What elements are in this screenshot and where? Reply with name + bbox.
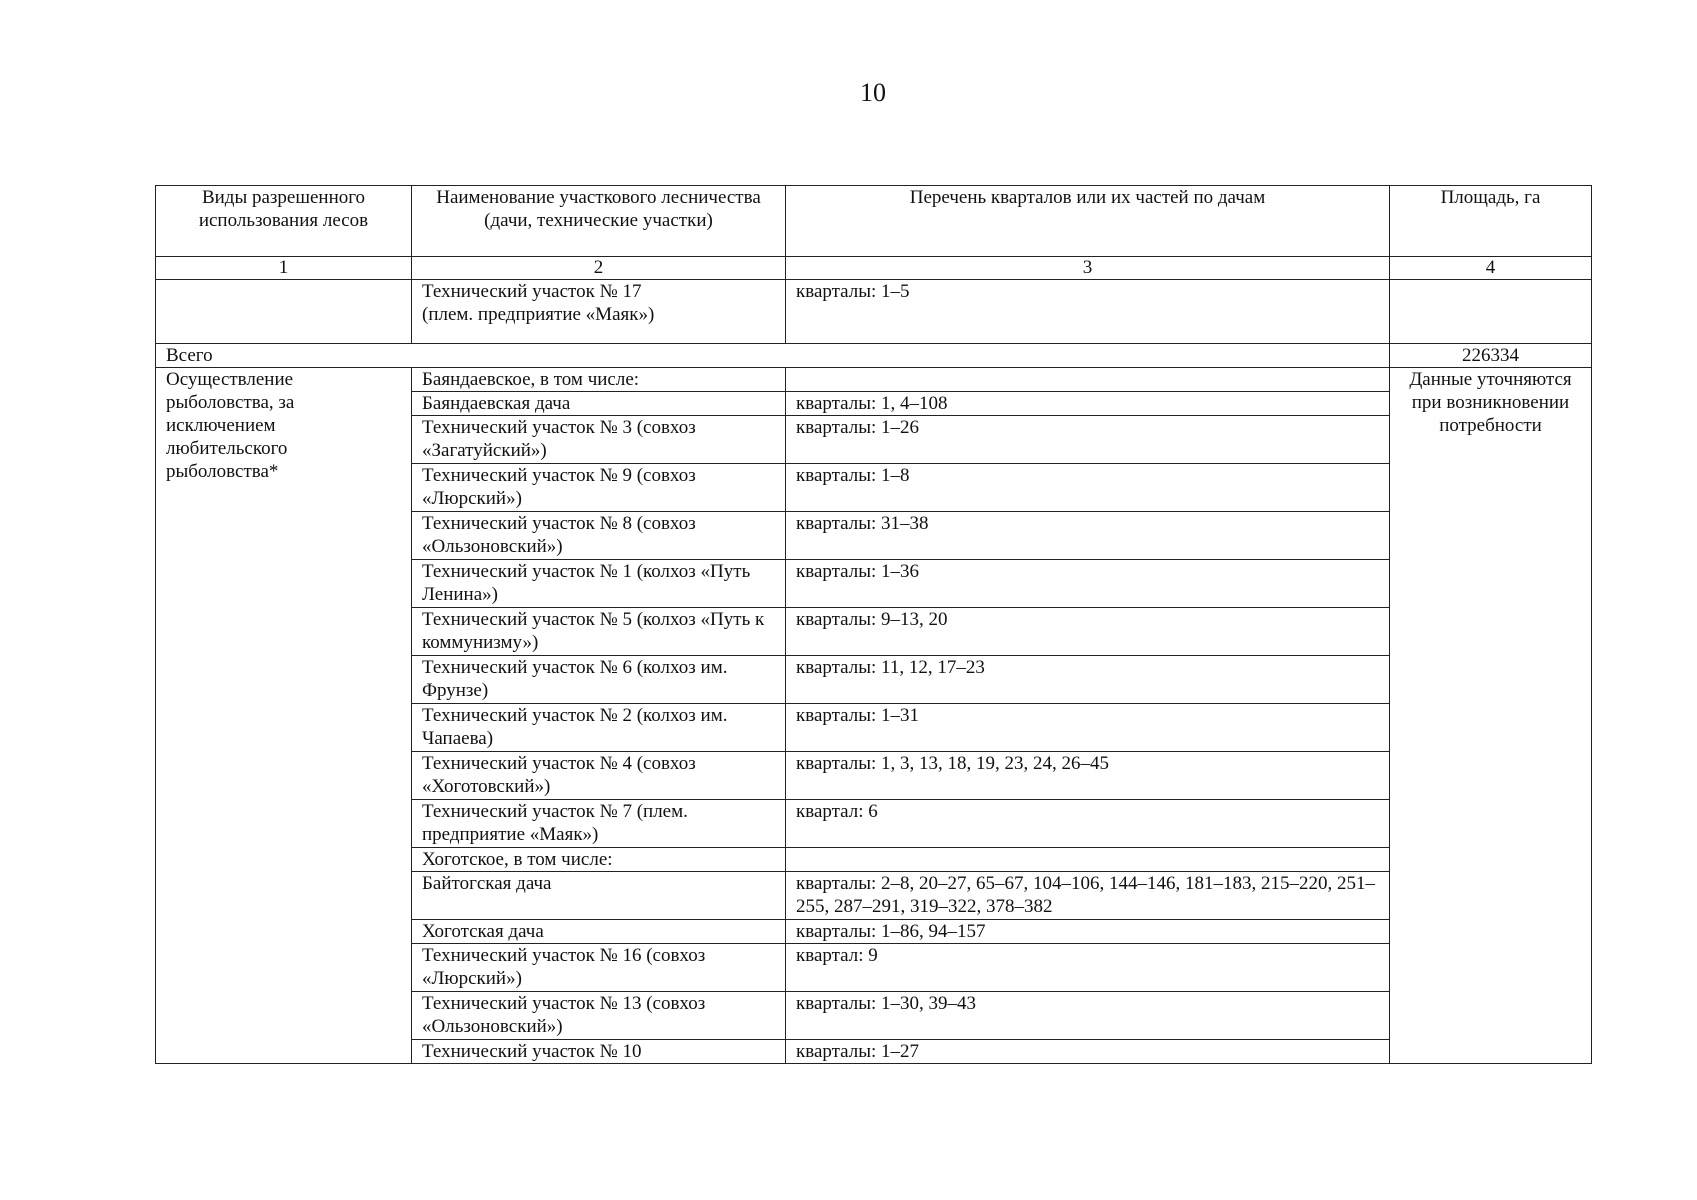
quarters-cell: кварталы: 9–13, 20 <box>786 608 1390 656</box>
total-row <box>156 344 1592 368</box>
forestry-name-cell: Технический участок № 9 (совхоз «Люрский») <box>412 464 786 512</box>
column-number: 3 <box>786 257 1390 280</box>
header-forestry-name: Наименование участкового лесничества (дачи, технические участки) <box>412 186 786 257</box>
forestry-name-cell <box>412 280 786 344</box>
usage-cell <box>156 280 412 344</box>
forestry-name-cell: Технический участок № 8 (совхоз «Ользоновский») <box>412 512 786 560</box>
area-note-cell: Данные уточняются при возникновении потребности <box>1390 368 1592 1064</box>
forestry-name-cell: Байтогская дача <box>412 872 786 920</box>
usage-type-cell: Осуществление рыболовства, за исключением любительского рыболовства* <box>156 368 412 1064</box>
column-number: 1 <box>156 257 412 280</box>
forestry-name-cell: Технический участок № 1 (колхоз «Путь Ленина») <box>412 560 786 608</box>
quarters-cell: кварталы: 1–30, 39–43 <box>786 992 1390 1040</box>
forestry-name-cell: Баяндаевское, в том числе: <box>412 368 786 392</box>
quarters-cell: кварталы: 2–8, 20–27, 65–67, 104–106, 144–146, 181–183, 215–220, 251–255, 287–291, 319–322, 378–382 <box>786 872 1390 920</box>
area-cell <box>1390 280 1592 344</box>
forestry-name-cell: Технический участок № 5 (колхоз «Путь к коммунизму») <box>412 608 786 656</box>
forestry-name-cell: Технический участок № 10 <box>412 1040 786 1064</box>
forest-usage-table <box>155 185 1592 1064</box>
forestry-name-cell: Технический участок № 16 (совхоз «Люрский») <box>412 944 786 992</box>
table-header-row <box>156 186 1592 257</box>
total-value: 226334 <box>1390 344 1592 368</box>
quarters-cell: кварталы: 1–36 <box>786 560 1390 608</box>
forestry-name-cell: Технический участок № 3 (совхоз «Загатуйский») <box>412 416 786 464</box>
quarters-cell: кварталы: 1–5 <box>786 280 1390 344</box>
forestry-name-line: Технический участок № 17 <box>422 281 642 302</box>
quarters-cell: кварталы: 1–8 <box>786 464 1390 512</box>
forestry-name-cell: Хоготское, в том числе: <box>412 848 786 872</box>
page-number: 10 <box>860 78 886 107</box>
quarters-cell: кварталы: 11, 12, 17–23 <box>786 656 1390 704</box>
table-row <box>156 280 1592 344</box>
header-quarters-list: Перечень кварталов или их частей по дачам <box>786 186 1390 257</box>
column-number: 2 <box>412 257 786 280</box>
header-usage-type: Виды разрешенного использования лесов <box>156 186 412 257</box>
forestry-name-line: (плем. предприятие «Маяк») <box>422 304 655 325</box>
quarters-cell: кварталы: 1–27 <box>786 1040 1390 1064</box>
quarters-cell: кварталы: 1–26 <box>786 416 1390 464</box>
quarters-cell: кварталы: 1, 4–108 <box>786 392 1390 416</box>
forestry-name-cell: Технический участок № 7 (плем. предприятие «Маяк») <box>412 800 786 848</box>
quarters-cell <box>786 368 1390 392</box>
column-number-row <box>156 257 1592 280</box>
quarters-cell: кварталы: 1–31 <box>786 704 1390 752</box>
quarters-cell: кварталы: 1, 3, 13, 18, 19, 23, 24, 26–45 <box>786 752 1390 800</box>
total-label: Всего <box>156 344 1390 368</box>
quarters-cell: кварталы: 31–38 <box>786 512 1390 560</box>
forestry-name-cell: Хоготская дача <box>412 920 786 944</box>
quarters-cell <box>786 848 1390 872</box>
forestry-name-cell: Технический участок № 13 (совхоз «Ользоновский») <box>412 992 786 1040</box>
forestry-name-cell: Технический участок № 2 (колхоз им. Чапаева) <box>412 704 786 752</box>
forestry-name-cell: Технический участок № 4 (совхоз «Хоготовский») <box>412 752 786 800</box>
quarters-cell: квартал: 6 <box>786 800 1390 848</box>
table-row <box>156 368 1592 392</box>
header-area: Площадь, га <box>1390 186 1592 257</box>
forestry-name-cell: Технический участок № 6 (колхоз им. Фрунзе) <box>412 656 786 704</box>
quarters-cell: квартал: 9 <box>786 944 1390 992</box>
quarters-cell: кварталы: 1–86, 94–157 <box>786 920 1390 944</box>
forestry-name-cell: Баяндаевская дача <box>412 392 786 416</box>
column-number: 4 <box>1390 257 1592 280</box>
